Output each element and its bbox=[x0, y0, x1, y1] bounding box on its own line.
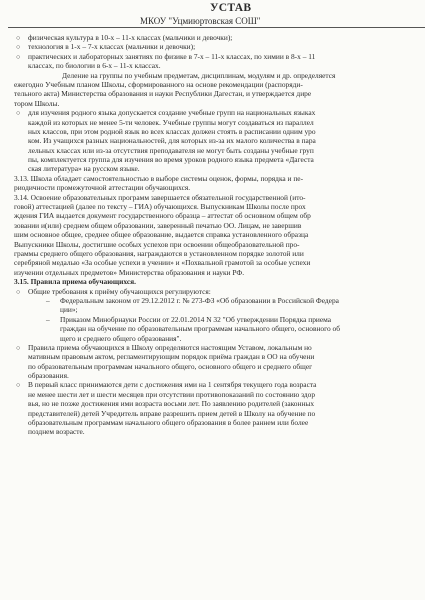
line-text: практических и лабораторных занятиях по физике в 7-х – 11-х классах, по химии в 8-х – 11 bbox=[28, 51, 316, 61]
text-line bbox=[14, 409, 425, 418]
text-line bbox=[14, 343, 425, 352]
line-text: не менее шести лет и шести месяцев при отсутствии противопоказаний по состоянию здор bbox=[28, 389, 316, 399]
text-line bbox=[14, 362, 425, 371]
line-text: позднем возрасте. bbox=[28, 427, 85, 437]
line-text: Правила приема обучающихся в Школу определяются настоящим Уставом, локальным но bbox=[28, 342, 312, 352]
bullet-icon: ○ bbox=[16, 381, 21, 390]
line-text: ская литература» на русском языке. bbox=[28, 164, 140, 174]
bullet-icon: ○ bbox=[16, 287, 21, 296]
text-line bbox=[14, 99, 425, 108]
text-line bbox=[14, 427, 425, 436]
line-text: образования. bbox=[28, 371, 69, 381]
line-text: каждой из которых не менее 5-ти человек. Учебные группы могут создаваться из параллел bbox=[28, 117, 314, 127]
text-line bbox=[14, 202, 425, 211]
text-line bbox=[14, 240, 425, 249]
line-text: образовательным программам начального общего образования в более раннем или более bbox=[28, 418, 309, 428]
text-line bbox=[14, 174, 425, 183]
text-line bbox=[14, 118, 425, 127]
text-line bbox=[14, 287, 425, 296]
line-text: тором Школы. bbox=[14, 98, 60, 108]
text-line bbox=[14, 33, 425, 42]
line-text: вья, но не позже достижения ими возраста восьми лет. По заявлению родителей (законных bbox=[28, 399, 315, 409]
line-text: для изучения родного языка допускается создание учебные групп на национальных языках bbox=[28, 108, 316, 118]
text-line bbox=[14, 418, 425, 427]
document-subtitle: МКОУ "Уцмиюртовская СОШ" bbox=[140, 16, 261, 26]
line-text: пы, комплектуется группа для изучения во время уроков родного языка предмета «Дагеста bbox=[28, 155, 314, 165]
dash-marker: – bbox=[46, 295, 50, 305]
line-text: граждан на обучение по образовательным программам начального общего, основного об bbox=[60, 324, 340, 334]
text-line bbox=[14, 193, 425, 202]
line-text: зовании и(или) среднем общем образовании, заверенный печатью ОО. Лицам, не завершив bbox=[14, 220, 302, 230]
text-line bbox=[14, 258, 425, 267]
text-line bbox=[14, 390, 425, 399]
line-text: 3.15. Правила приема обучающихся. bbox=[14, 277, 136, 287]
line-text: Федеральным законом от 29.12.2012 г. № 273-ФЗ «Об образовании в Российской Федера bbox=[60, 295, 339, 305]
header-divider bbox=[8, 27, 425, 28]
dash-marker: – bbox=[46, 314, 50, 324]
line-text: классах, по биологии в 6-х – 11-х классах. bbox=[28, 61, 161, 71]
line-text: Выпускники Школы, достигшие особых успехов при освоении общеобразовательной про- bbox=[14, 239, 300, 249]
line-text: 3.13. Школа обладает самостоятельностью в выборе системы оценок, формы, порядка и пе- bbox=[14, 173, 304, 183]
section-heading bbox=[14, 277, 425, 286]
text-line bbox=[14, 42, 425, 51]
text-line bbox=[14, 146, 425, 155]
text-line bbox=[14, 315, 425, 324]
text-line bbox=[14, 305, 425, 314]
document-body bbox=[14, 33, 425, 437]
text-line bbox=[14, 268, 425, 277]
text-line bbox=[14, 52, 425, 61]
line-text: ком. Из учащихся разных национальностей, для которых из-за их малого количества в пара bbox=[28, 136, 316, 146]
line-text: мативным правовым актом, регламентирующим порядок приёма граждан в ОО на обучени bbox=[28, 352, 315, 362]
line-text: технология в 1-х – 7-х классах (мальчики и девочки); bbox=[28, 42, 196, 52]
bullet-icon: ○ bbox=[16, 343, 21, 352]
line-text: 3.14. Освоение образовательных программ завершается обязательной государственной (ито- bbox=[14, 192, 306, 202]
line-text: физическая культура в 10-х – 11-х классах (мальчики и девочки); bbox=[28, 33, 233, 42]
text-line bbox=[14, 249, 425, 258]
line-text: граммы среднего общего образования, награждаются в установленном порядке золотой или bbox=[14, 248, 304, 258]
text-line bbox=[14, 127, 425, 136]
text-line bbox=[14, 221, 425, 230]
line-text: В первый класс принимаются дети с достижения ими на 1 сентября текущего года возраста bbox=[28, 380, 317, 390]
line-text: по образовательным программам начального общего, основного общего и среднего общег bbox=[28, 361, 313, 371]
text-line bbox=[14, 380, 425, 389]
line-text: ных классов, при этом родной язык во всех классах должен стоять в расписании одним уро bbox=[28, 126, 316, 136]
line-text: представителей) детей Учредитель вправе разрешить прием детей в Школу на обучение по bbox=[28, 408, 316, 418]
text-line bbox=[14, 296, 425, 305]
text-line bbox=[14, 352, 425, 361]
line-text: Деление на группы по учебным предметам, дисциплинам, модулям и др. определяется bbox=[62, 70, 336, 80]
line-text: изучении отдельных предметов» Министерства образования и науки РФ. bbox=[14, 267, 245, 277]
text-line bbox=[14, 334, 425, 343]
line-text: тельного акта) Министерства образования и науки Республики Дагестан, и утверждается дире bbox=[14, 89, 312, 99]
bullet-icon: ○ bbox=[16, 52, 21, 61]
text-line bbox=[14, 71, 425, 80]
text-line bbox=[14, 399, 425, 408]
text-line bbox=[14, 136, 425, 145]
bullet-icon: ○ bbox=[16, 34, 21, 42]
text-line bbox=[14, 108, 425, 117]
line-text: ции»; bbox=[60, 305, 78, 315]
text-line bbox=[14, 155, 425, 164]
text-line bbox=[14, 183, 425, 192]
line-text: ежегодно Учебным планом Школы, сформированного на основе рекомендации (распоряди- bbox=[14, 79, 303, 89]
line-text: Общие требования к приёму обучающихся регулируются: bbox=[28, 286, 211, 296]
line-text: говой) аттестацией (далее по тексту – ГИА) обучающихся. Выпускникам Школы после прох bbox=[14, 202, 306, 212]
line-text: щего и среднего общего образования". bbox=[60, 333, 182, 343]
text-line bbox=[14, 211, 425, 220]
line-text: ждения ГИА выдается документ государственного образца – аттестат об основном общем обр bbox=[14, 211, 311, 221]
line-text: Приказом Минобрнауки России от 22.01.2014 N 32 "Об утверждении Порядка приема bbox=[60, 314, 332, 324]
line-text: риодичности промежуточной аттестации обучающихся. bbox=[14, 183, 191, 193]
line-text: шим основное общее, среднее общее образование, выдается справка установленного образца bbox=[14, 230, 309, 240]
text-line bbox=[14, 324, 425, 333]
text-line bbox=[14, 230, 425, 239]
bullet-icon: ○ bbox=[16, 43, 21, 52]
text-line bbox=[14, 164, 425, 173]
text-line bbox=[14, 61, 425, 70]
text-line bbox=[14, 89, 425, 98]
line-text: серебряной медалью «За особые успехи в учении» и «Похвальной грамотой за особые успехи bbox=[14, 258, 311, 268]
text-line bbox=[14, 80, 425, 89]
text-line bbox=[14, 371, 425, 380]
bullet-icon: ○ bbox=[16, 109, 21, 118]
line-text: лельных классах или из-за отсутствия преподавателя не могут быть созданы учебные груп bbox=[28, 145, 314, 155]
document-title: УСТАВ bbox=[210, 2, 252, 14]
